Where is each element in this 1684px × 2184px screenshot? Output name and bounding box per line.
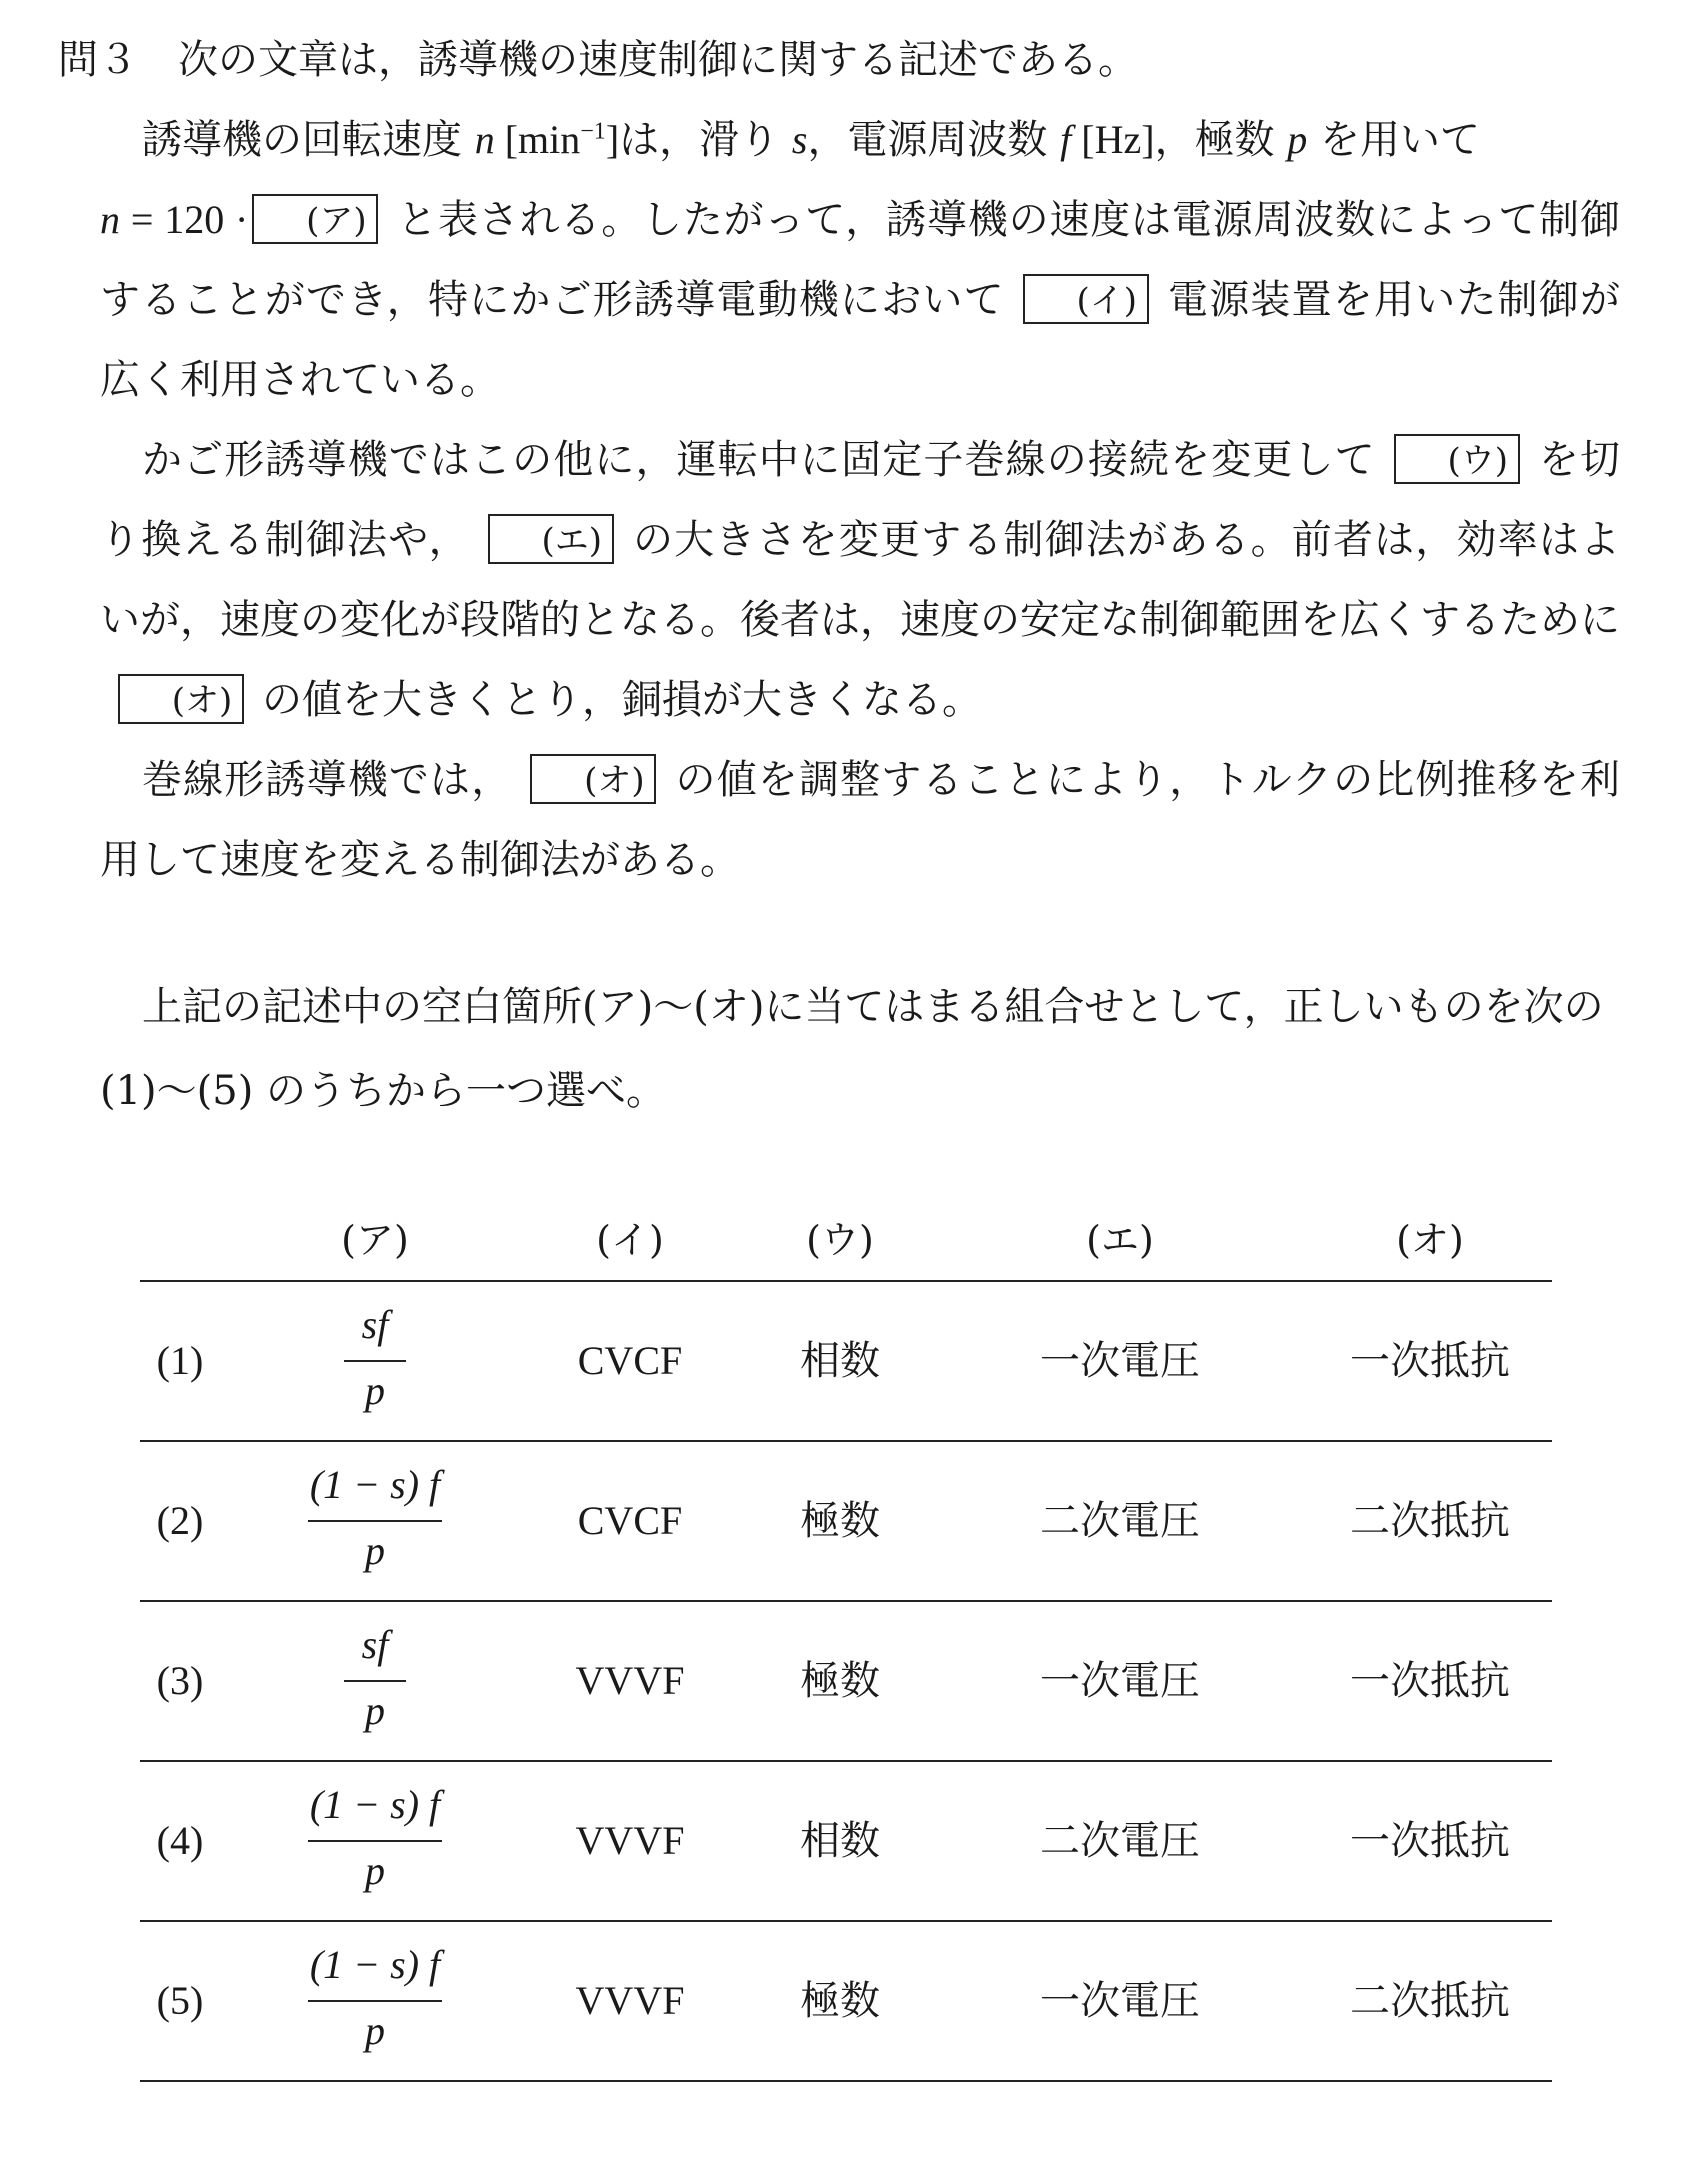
choice-u: 極数 bbox=[800, 1658, 880, 1704]
choice-o: 二次抵抗 bbox=[1350, 1498, 1510, 1544]
symbol-n: n bbox=[474, 117, 495, 162]
choice-label: (1) bbox=[156, 1338, 204, 1383]
choice-label: (3) bbox=[156, 1658, 204, 1703]
fraction-denominator: p bbox=[365, 1528, 385, 1573]
choice-o: 二次抵抗 bbox=[1350, 1978, 1510, 2024]
passage bbox=[100, 100, 1620, 900]
blank-o-2: (オ) bbox=[530, 754, 656, 804]
symbol-p: p bbox=[1287, 117, 1308, 162]
table-rule bbox=[140, 2080, 1552, 2082]
formula-n: n bbox=[100, 197, 120, 242]
passage-text: ，極数 bbox=[1154, 117, 1288, 163]
choice-row-3 bbox=[140, 1602, 1552, 1760]
fraction-bar bbox=[308, 2000, 442, 2002]
unit-close: ] bbox=[605, 117, 620, 162]
choice-i: CVCF bbox=[577, 1338, 683, 1383]
passage-text: 巻線形誘導機では， bbox=[142, 757, 513, 803]
passage-paragraph-3 bbox=[100, 740, 1620, 900]
choice-e: 一次電圧 bbox=[1040, 1978, 1200, 2024]
question-text: 上記の記述中の空白箇所(ア)～(オ)に当てはまる組合せとして，正しいものを次の (1)～(5) のうちから一つ選べ。 bbox=[100, 984, 1604, 1114]
choice-e: 一次電圧 bbox=[1040, 1658, 1200, 1704]
choice-row-1 bbox=[140, 1282, 1552, 1440]
passage-text: ，電源周波数 bbox=[807, 117, 1061, 163]
col-header-e: (エ) bbox=[1086, 1218, 1154, 1262]
passage-text: かご形誘導機ではこの他に，運転中に固定子巻線の接続を変更して bbox=[142, 437, 1376, 483]
choice-u: 相数 bbox=[800, 1818, 880, 1864]
unit-min bbox=[495, 117, 619, 162]
fraction-denominator: p bbox=[365, 1688, 385, 1733]
symbol-f: f bbox=[1060, 117, 1072, 162]
blank-i: (イ) bbox=[1023, 274, 1149, 324]
choice-label: (4) bbox=[156, 1818, 204, 1863]
col-header-u: (ウ) bbox=[806, 1218, 874, 1262]
col-header-o: (オ) bbox=[1396, 1218, 1464, 1262]
choice-label: (2) bbox=[156, 1498, 204, 1543]
fraction-bar bbox=[308, 1520, 442, 1522]
question-heading bbox=[58, 20, 1138, 100]
passage-text: 電源装置を用いた制御が広く利用されている。 bbox=[100, 277, 1620, 403]
choice-row-4 bbox=[140, 1762, 1552, 1920]
choice-u: 極数 bbox=[800, 1498, 880, 1544]
fraction-numerator: sf bbox=[361, 1622, 389, 1667]
choice-o: 一次抵抗 bbox=[1350, 1818, 1510, 1864]
choice-i: VVVF bbox=[575, 1818, 685, 1863]
choice-i: CVCF bbox=[577, 1498, 683, 1543]
choice-i: VVVF bbox=[575, 1658, 685, 1703]
fraction-denominator: p bbox=[365, 1368, 385, 1413]
blank-u: (ウ) bbox=[1394, 434, 1520, 484]
fraction-numerator: (1 − s) f bbox=[309, 1462, 441, 1507]
unit-sup: −1 bbox=[580, 118, 606, 145]
passage-text: 誘導機の回転速度 bbox=[142, 117, 475, 163]
passage-text: を切り換える制御法や， bbox=[100, 437, 1620, 563]
unit-open: [min bbox=[494, 117, 581, 162]
fraction-numerator: (1 − s) f bbox=[309, 1942, 441, 1987]
question-number: 問３ bbox=[58, 37, 138, 83]
question-instruction bbox=[100, 965, 1620, 1133]
col-header-i: (イ) bbox=[596, 1218, 664, 1262]
question-title: 次の文章は，誘導機の速度制御に関する記述である。 bbox=[178, 37, 1138, 83]
choice-label: (5) bbox=[156, 1978, 204, 2023]
passage-paragraph-1 bbox=[100, 100, 1620, 420]
blank-e: (エ) bbox=[488, 514, 614, 564]
passage-text: の大きさを変更する制御法がある。前者は，効率はよいが，速度の変化が段階的となる。後者は，速度の安定な制御範囲を広くするために bbox=[100, 517, 1620, 643]
choice-row-5 bbox=[140, 1922, 1552, 2080]
fraction-bar bbox=[344, 1680, 406, 1682]
fraction bbox=[300, 1282, 450, 1440]
choice-u: 相数 bbox=[800, 1338, 880, 1384]
passage-text: と表される。したがって，誘導機の速度は電源周波数によって制御することができ，特にかご形誘導電動機において bbox=[100, 197, 1620, 323]
choice-o: 一次抵抗 bbox=[1350, 1338, 1510, 1384]
unit-hz: [Hz] bbox=[1071, 117, 1155, 162]
passage-paragraph-2 bbox=[100, 420, 1620, 740]
choice-e: 二次電圧 bbox=[1040, 1498, 1200, 1544]
passage-text: の値を調整することにより，トルクの比例推移を利用して速度を変える制御法がある。 bbox=[100, 757, 1621, 883]
fraction bbox=[300, 1762, 450, 1920]
fraction-bar bbox=[344, 1360, 406, 1362]
col-header-a: (ア) bbox=[341, 1218, 409, 1262]
blank-a: (ア) bbox=[252, 194, 378, 244]
blank-o: (オ) bbox=[118, 674, 244, 724]
choice-e: 一次電圧 bbox=[1040, 1338, 1200, 1384]
passage-text: を用いて bbox=[1307, 117, 1480, 163]
fraction bbox=[300, 1922, 450, 2080]
fraction-numerator: sf bbox=[361, 1302, 389, 1347]
fraction-numerator: (1 − s) f bbox=[309, 1782, 441, 1827]
fraction-denominator: p bbox=[365, 2008, 385, 2053]
symbol-s: s bbox=[791, 117, 808, 162]
formula-rest: = 120 · bbox=[120, 197, 249, 242]
fraction-denominator: p bbox=[365, 1848, 385, 1893]
passage-text: の値を大きくとり，銅損が大きくなる。 bbox=[262, 677, 982, 723]
fraction-bar bbox=[308, 1840, 442, 1842]
passage-text: は，滑り bbox=[619, 117, 792, 163]
choice-u: 極数 bbox=[800, 1978, 880, 2024]
choice-o: 一次抵抗 bbox=[1350, 1658, 1510, 1704]
choice-i: VVVF bbox=[575, 1978, 685, 2023]
fraction bbox=[300, 1602, 450, 1760]
choice-e: 二次電圧 bbox=[1040, 1818, 1200, 1864]
fraction bbox=[300, 1442, 450, 1600]
choice-row-2 bbox=[140, 1442, 1552, 1600]
